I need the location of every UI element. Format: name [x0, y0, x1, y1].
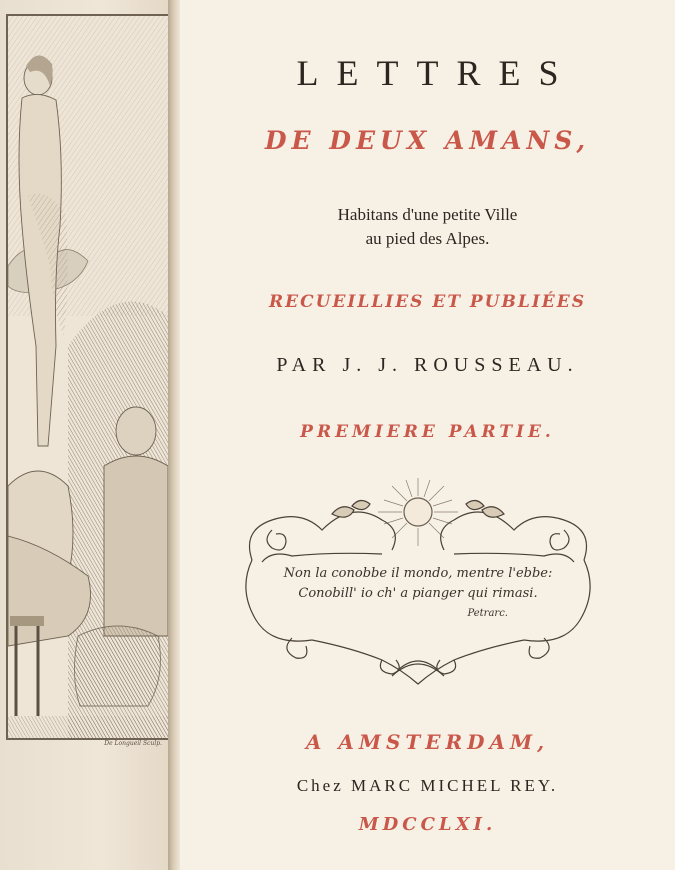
- quote-line-2: Conobill' io ch' a pianger qui rimasi.: [298, 586, 538, 601]
- quote-line-1: Non la conobbe il mondo, mentre l'ebbe:: [283, 566, 553, 581]
- frontispiece-page: [0, 0, 172, 870]
- book-gutter: [168, 0, 180, 870]
- frontispiece-engraving: [6, 14, 170, 740]
- publisher-line: Chez MARC MICHEL REY.: [296, 776, 559, 795]
- engraver-credit: De Longueil Sculp.: [104, 740, 162, 747]
- author-line: PAR J. J. ROUSSEAU.: [276, 354, 579, 376]
- description-line-1: Habitans d'une petite Ville: [337, 205, 518, 224]
- quote-attribution: Petrarc.: [467, 608, 508, 619]
- book-title: LETTRES: [296, 53, 577, 93]
- cartouche-ornament-icon: [232, 470, 604, 692]
- part-line: PREMIERE PARTIE.: [300, 422, 555, 442]
- publication-date: MDCCLXI.: [358, 814, 497, 835]
- ornamental-cartouche: [232, 470, 604, 692]
- collected-line: RECUEILLIES ET PUBLIÉES: [269, 292, 586, 312]
- publication-place: A AMSTERDAM,: [305, 730, 550, 754]
- description-line-2: au pied des Alpes.: [365, 229, 490, 248]
- title-page: [180, 0, 675, 870]
- book-subtitle: DE DEUX AMANS,: [264, 126, 591, 155]
